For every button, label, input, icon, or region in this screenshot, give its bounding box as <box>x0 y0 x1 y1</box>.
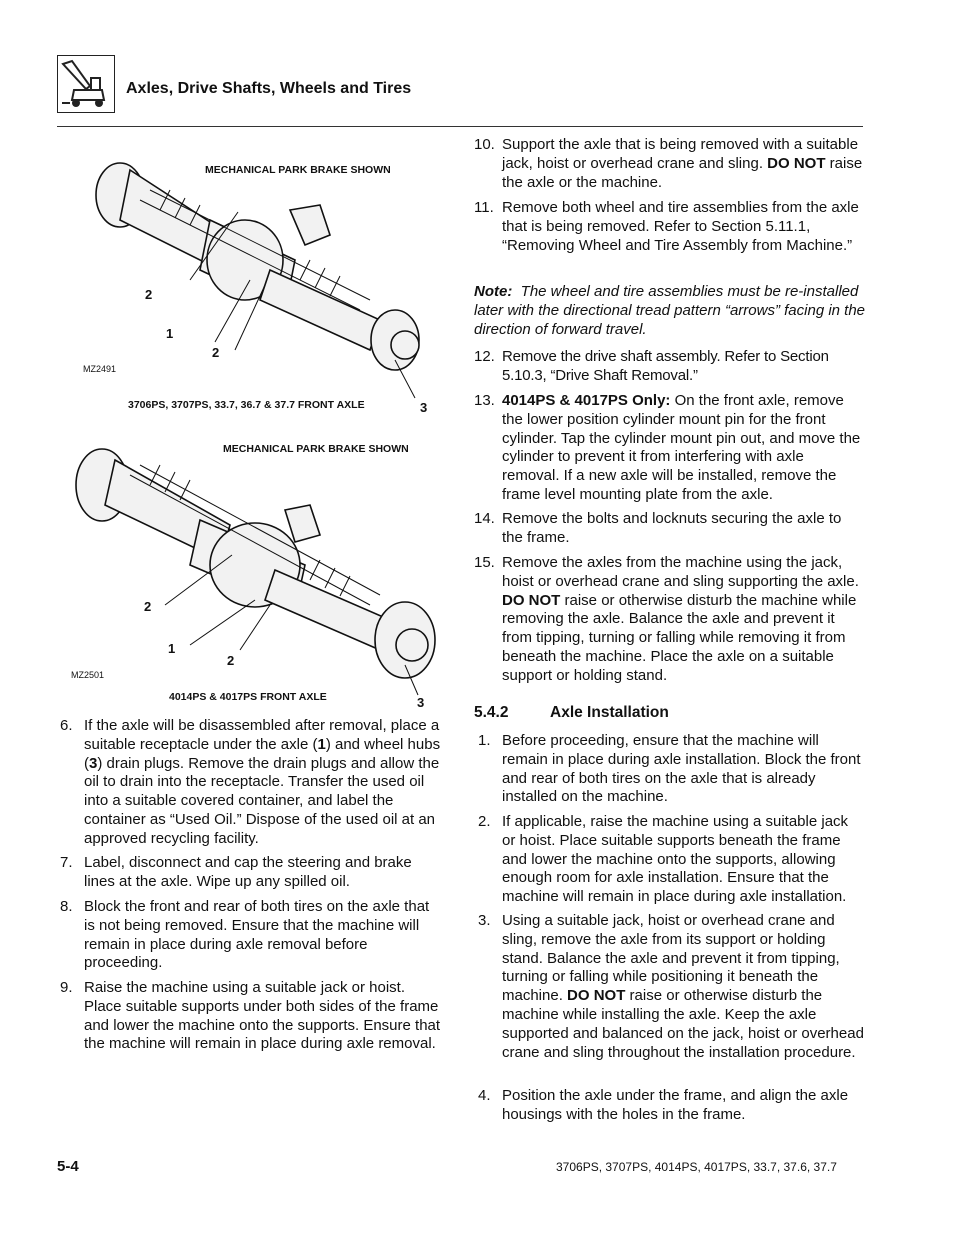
step-text: Before proceeding, ensure that the machine will remain in place during axle installation. Block the front and rear of both tires on the axle that is already installed on the machine. <box>502 732 861 806</box>
step-text: Label, disconnect and cap the steering and brake lines at the axle. Wipe up any spilled oil. <box>84 854 412 890</box>
note-text: The wheel and tire assemblies must be re-installed later with the directional tread pattern “arrows” facing in the direction of forward travel. <box>474 283 866 338</box>
section-number: 5.4.2 <box>474 704 509 721</box>
step-text: Position the axle under the frame, and align the axle housings with the holes in the frame. <box>502 1087 849 1123</box>
note-label: Note: <box>474 283 513 300</box>
step-text: Remove both wheel and tire assemblies from the axle that is being removed. Refer to Section 5.11.1, “Removing Wheel and Tire Assembly from Machine.” <box>502 199 859 254</box>
footer-models: 3706PS, 3707PS, 4014PS, 4017PS, 33.7, 37.6, 37.7 <box>556 1160 837 1174</box>
step-number: 12. <box>474 348 495 365</box>
figure-1-caption: 3706PS, 3707PS, 33.7, 36.7 & 37.7 FRONT AXLE <box>128 399 365 411</box>
step-number: 7. <box>60 854 73 871</box>
step-text: Remove the axles from the machine using the jack, hoist or overhead crane and sling supporting the axle. DO NOT raise or otherwise disturb the machine while removing the axle. Balance the axle and prevent it from tipping, turning or falling while removing it from beneath the machine. Place the axle on a suitable support or holding stand. <box>502 554 859 684</box>
page-header-title: Axles, Drive Shafts, Wheels and Tires <box>126 80 412 97</box>
callout-1: 1 <box>168 641 176 656</box>
step-text: Raise the machine using a suitable jack or hoist. Place suitable supports under both sides of the frame and lower the machine onto the supports. Ensure that the machine will remain in place during axle removal. <box>84 979 441 1053</box>
note-block <box>474 283 866 339</box>
callout-1: 1 <box>166 326 174 341</box>
step-number: 14. <box>474 510 495 527</box>
callout-2: 2 <box>145 287 153 302</box>
callout-2: 2 <box>144 599 152 614</box>
step-number: 4. <box>478 1087 491 1104</box>
figure-1-code: MZ2491 <box>83 364 117 374</box>
step-number: 10. <box>474 136 495 153</box>
callout-3: 3 <box>417 695 425 710</box>
figure-2-caption: 4014PS & 4017PS FRONT AXLE <box>169 691 327 703</box>
section-heading <box>474 704 669 722</box>
figure-1-top-label: MECHANICAL PARK BRAKE SHOWN <box>205 164 391 176</box>
step-number: 11. <box>474 199 494 216</box>
forklift-icon <box>57 55 115 113</box>
step-number: 2. <box>478 813 491 830</box>
callout-2: 2 <box>212 345 220 360</box>
step-text: If the axle will be disassembled after removal, place a suitable receptacle under the axle (1) and wheel hubs (3) drain plugs. Remove the drain plugs and allow the oil to drain into the receptacle. Transfer the used oil into a suitable covered container, and label the container as “Used Oil.” Dispose of the used oil at an approved recycling facility. <box>84 717 441 847</box>
step-number: 9. <box>60 979 73 996</box>
step-number: 6. <box>60 717 73 734</box>
figure-2-top-label: MECHANICAL PARK BRAKE SHOWN <box>223 443 409 455</box>
step-number: 1. <box>478 732 491 749</box>
step-text: 4014PS & 4017PS Only: On the front axle, remove the lower position cylinder mount pin for the front cylinder. Tap the cylinder mount pin out, and move the cylinder to prevent it from interfering with axle removal. If a new axle will be installed, remove the frame level mounting plate from the axle. <box>502 392 861 503</box>
step-number: 8. <box>60 898 73 915</box>
step-text: Block the front and rear of both tires on the axle that is not being removed. Ensure that the machine will remain in place during axle removal before proceeding. <box>84 898 430 972</box>
header-divider <box>57 126 863 127</box>
step-text: Remove the bolts and locknuts securing the axle to the frame. <box>502 510 842 546</box>
step-number: 15. <box>474 554 495 571</box>
step-text: Using a suitable jack, hoist or overhead crane and sling, remove the axle from its support or holding stand. Balance the axle and prevent it from tipping, turning or falling while positioning it beneath the machine. DO NOT raise or otherwise disturb the machine while installing the axle. Keep the axle supported and balanced on the jack, hoist or overhead crane and sling throughout the installation procedure. <box>502 912 864 1061</box>
axle-drawing-2 <box>60 430 445 710</box>
step-text: Support the axle that is being removed with a suitable jack, hoist or overhead crane and sling. DO NOT raise the axle or the machine. <box>502 136 863 191</box>
callout-2: 2 <box>227 653 235 668</box>
axle-drawing-1 <box>60 150 445 420</box>
section-title: Axle Installation <box>550 704 669 721</box>
figure-front-axle-3706 <box>60 150 445 420</box>
step-number: 3. <box>478 912 491 929</box>
step-number: 13. <box>474 392 495 409</box>
step-text: Remove the drive shaft assembly. Refer to Section 5.10.3, “Drive Shaft Removal.” <box>502 348 829 384</box>
step-text: If applicable, raise the machine using a suitable jack or hoist. Place suitable supports beneath the frame and lower the machine onto the supports, allowing enough room for axle installation. Ensure that the machine will remain in place during axle installation. <box>502 813 849 906</box>
page-number: 5-4 <box>57 1158 79 1175</box>
figure-2-code: MZ2501 <box>71 670 105 680</box>
figure-front-axle-4014 <box>60 430 445 710</box>
callout-3: 3 <box>420 400 428 415</box>
